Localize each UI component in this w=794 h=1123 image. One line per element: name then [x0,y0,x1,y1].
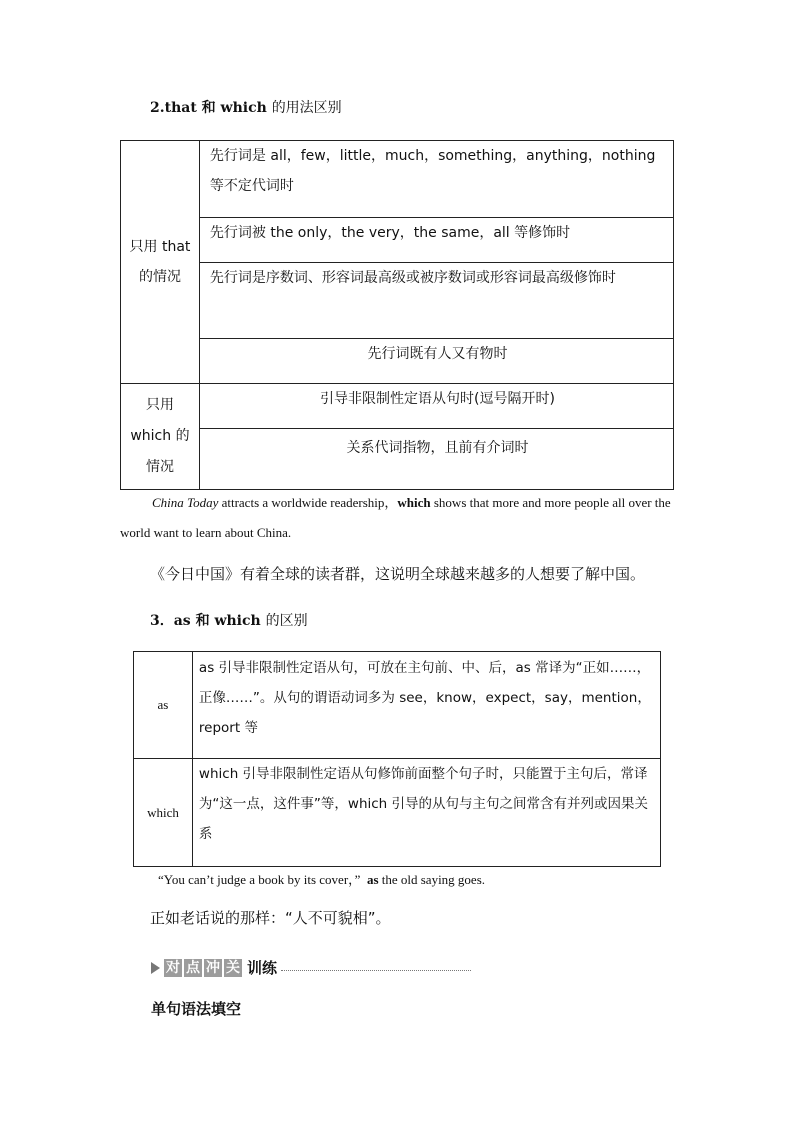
banner-tag-1: 对 [166,959,180,976]
example-italic-title: China Today [152,495,219,510]
example-sentence-cn: 《今日中国》有着全球的读者群，这说明全球越来越多的人想要了解中国。 [150,565,646,583]
section-2-heading [150,97,342,117]
section-3-heading [150,610,308,630]
banner-tag-3: 冲 [206,959,220,976]
as-which-table [133,651,661,867]
banner-tag-2: 点 [186,959,200,976]
that-which-usage-table [120,140,674,490]
only-which-row-1: 引导非限制性定语从句时(逗号隔开时) [199,384,673,429]
section-2-heading-text: 的用法区别 [271,100,342,116]
example-2-sentence-en: “You can’t judge a book by its cover，” as the old saying goes. [158,872,486,887]
section-2-heading-num: 2.that 和 which [150,100,272,116]
banner-dotted-line [281,970,471,971]
as-label: as [134,652,193,759]
only-that-row-4: 先行词既有人又有物时 [199,339,673,384]
triangle-icon [151,962,160,974]
only-which-label: 只用 which 的情况 [121,384,200,490]
which-description: which 引导非限制性定语从句修饰前面整个句子时，只能置于主句后，常译为“这一点，这件事”等，which 引导的从句与主句之间常含有并列或因果关系 [192,759,660,867]
exercise-title: 单句语法填空 [151,1000,242,1018]
which-label: which [134,759,193,867]
example-2-sentence-cn: 正如老话说的那样：“人不可貌相”。 [150,909,391,927]
section-3-heading-num: 3．as 和 which [150,613,266,629]
example-sentence-en: China Today attracts a worldwide readership，which shows that more and more people all over the world want to learn about China. [120,495,671,540]
only-that-label: 只用 that 的情况 [121,141,200,384]
only-that-row-2: 先行词被 the only，the very，the same，all 等修饰时 [199,218,673,263]
only-that-row-1: 先行词是 all，few，little，much，something，anything，nothing 等不定代词时 [199,141,673,218]
practice-banner [151,957,471,978]
only-which-row-2: 关系代词指物，且前有介词时 [199,429,673,490]
as-description: as 引导非限制性定语从句，可放在主句前、中、后，as 常译为“正如……，正像……”。从句的谓语动词多为 see，know，expect，say，mention，report 等 [192,652,660,759]
example-2-bold-as: as [366,872,379,887]
example-bold-which: which [397,495,431,510]
only-that-row-3: 先行词是序数词、形容词最高级或被序数词或形容词最高级修饰时 [199,263,673,339]
banner-tag-4: 关 [226,959,240,976]
section-3-heading-text: 的区别 [265,613,308,629]
banner-label: 训练 [247,959,278,977]
